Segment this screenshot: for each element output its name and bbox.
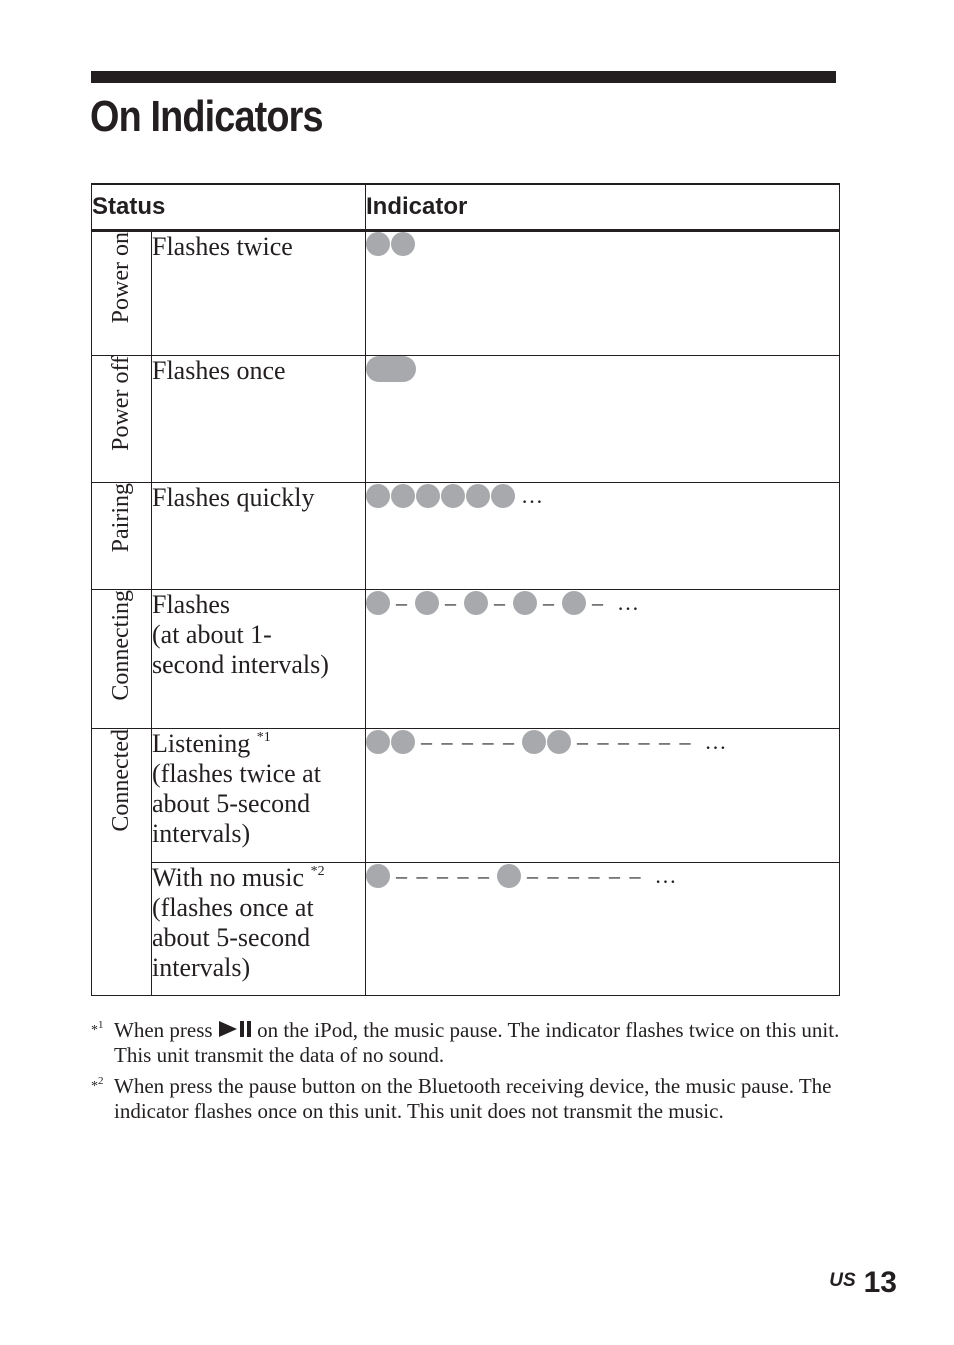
indicator-power-off [366,356,840,483]
light-dot [497,864,521,888]
light-dot [522,730,546,754]
footnotes [91,1018,851,1130]
group-label [92,729,152,996]
status-title: Listening [152,729,251,758]
footnote-1 [91,1018,851,1068]
status-connecting [152,590,366,729]
light-dot [391,730,415,754]
status-no-music [152,863,366,996]
light-dot [441,484,465,508]
ellipsis: … [654,863,679,888]
table-row-listening [92,729,840,863]
footnote-ref: *1 [256,730,271,745]
group-label [92,483,152,590]
light-dot [416,484,440,508]
indicator-pattern [366,729,839,755]
indicator-connecting [366,590,840,729]
table-header [92,184,840,231]
group-connecting: Connecting [108,590,134,701]
footnote-number: 1 [98,1019,104,1031]
status-line [152,729,365,759]
light-dot [366,864,390,888]
group-label [92,590,152,729]
light-dot [391,484,415,508]
status-line: Flashes [152,590,230,619]
light-dot [366,591,390,615]
dashes: – – – – – [396,863,492,888]
indicator-pattern [366,863,839,889]
footnote-marker [91,1018,104,1043]
header-status: Status [92,184,366,231]
status-line [152,863,365,893]
dash: – [445,590,459,615]
group-power-on: Power on [108,232,134,324]
indicator-pairing [366,483,840,590]
status-pairing: Flashes quickly [152,483,366,590]
light-dot [366,484,390,508]
dash: – [543,590,557,615]
dash: – [592,590,606,615]
dash: – [494,590,508,615]
footnote-marker [91,1074,104,1099]
page-footer [829,1266,897,1300]
dashes: – – – – – [421,729,517,754]
light-dot [562,591,586,615]
indicator-listening [366,729,840,863]
indicator-table [91,183,840,996]
light-dot [366,730,390,754]
group-connected: Connected [108,729,134,832]
light-dot [391,232,415,256]
status-line: (flashes twice at [152,759,321,788]
indicator-pattern [366,483,839,509]
group-label [92,356,152,483]
region-code: US [829,1270,856,1291]
dashes: – – – – – – [577,729,693,754]
status-title: With no music [152,863,305,892]
title-rule [91,71,836,83]
dashes: – – – – – – [527,863,643,888]
footnote-text: When press [114,1018,213,1042]
footnote-ref: *2 [310,864,325,879]
status-line: second intervals) [152,650,329,679]
footnote-2 [91,1074,851,1124]
status-line: intervals) [152,819,251,848]
indicator-pattern [366,232,839,256]
footnote-star: * [91,1079,98,1094]
status-power-off: Flashes once [152,356,366,483]
table-row-power-off [92,356,840,483]
indicator-no-music [366,863,840,996]
status-line: about 5-second [152,789,311,818]
indicator-pattern [366,356,839,382]
ellipsis: … [704,729,729,754]
status-line: about 5-second [152,923,311,952]
light-dot [547,730,571,754]
footnote-text: on the iPod, the music pause. The indicator flashes twice on this unit. This unit transmit the data of no sound. [114,1018,840,1067]
group-label [92,231,152,356]
light-dot [513,591,537,615]
table-row-no-music [92,863,840,996]
indicator-pattern [366,590,839,616]
group-power-off: Power off [108,356,134,451]
dash: – [396,590,410,615]
light-long [366,356,416,382]
light-dot [466,484,490,508]
footnote-star: * [91,1023,98,1038]
status-power-on: Flashes twice [152,231,366,356]
group-pairing: Pairing [108,483,134,553]
status-listening [152,729,366,863]
indicator-power-on [366,231,840,356]
page-title: On Indicators [90,92,323,141]
page-number: 13 [863,1266,897,1299]
status-line: (at about 1- [152,620,272,649]
table-row-power-on [92,231,840,356]
header-indicator: Indicator [366,184,840,231]
play-pause-icon [218,1020,252,1038]
footnote-text: When press the pause button on the Bluetooth receiving device, the music pause. The indicator flashes once on this unit. This unit does not transmit the music. [114,1074,832,1123]
status-line: intervals) [152,953,251,982]
light-dot [366,232,390,256]
table-row-connecting [92,590,840,729]
ellipsis: … [521,483,546,508]
light-dot [464,591,488,615]
status-line: (flashes once at [152,893,314,922]
ellipsis: … [617,590,642,615]
footnote-number: 2 [98,1075,104,1087]
light-dot [415,591,439,615]
table-row-pairing [92,483,840,590]
light-dot [491,484,515,508]
